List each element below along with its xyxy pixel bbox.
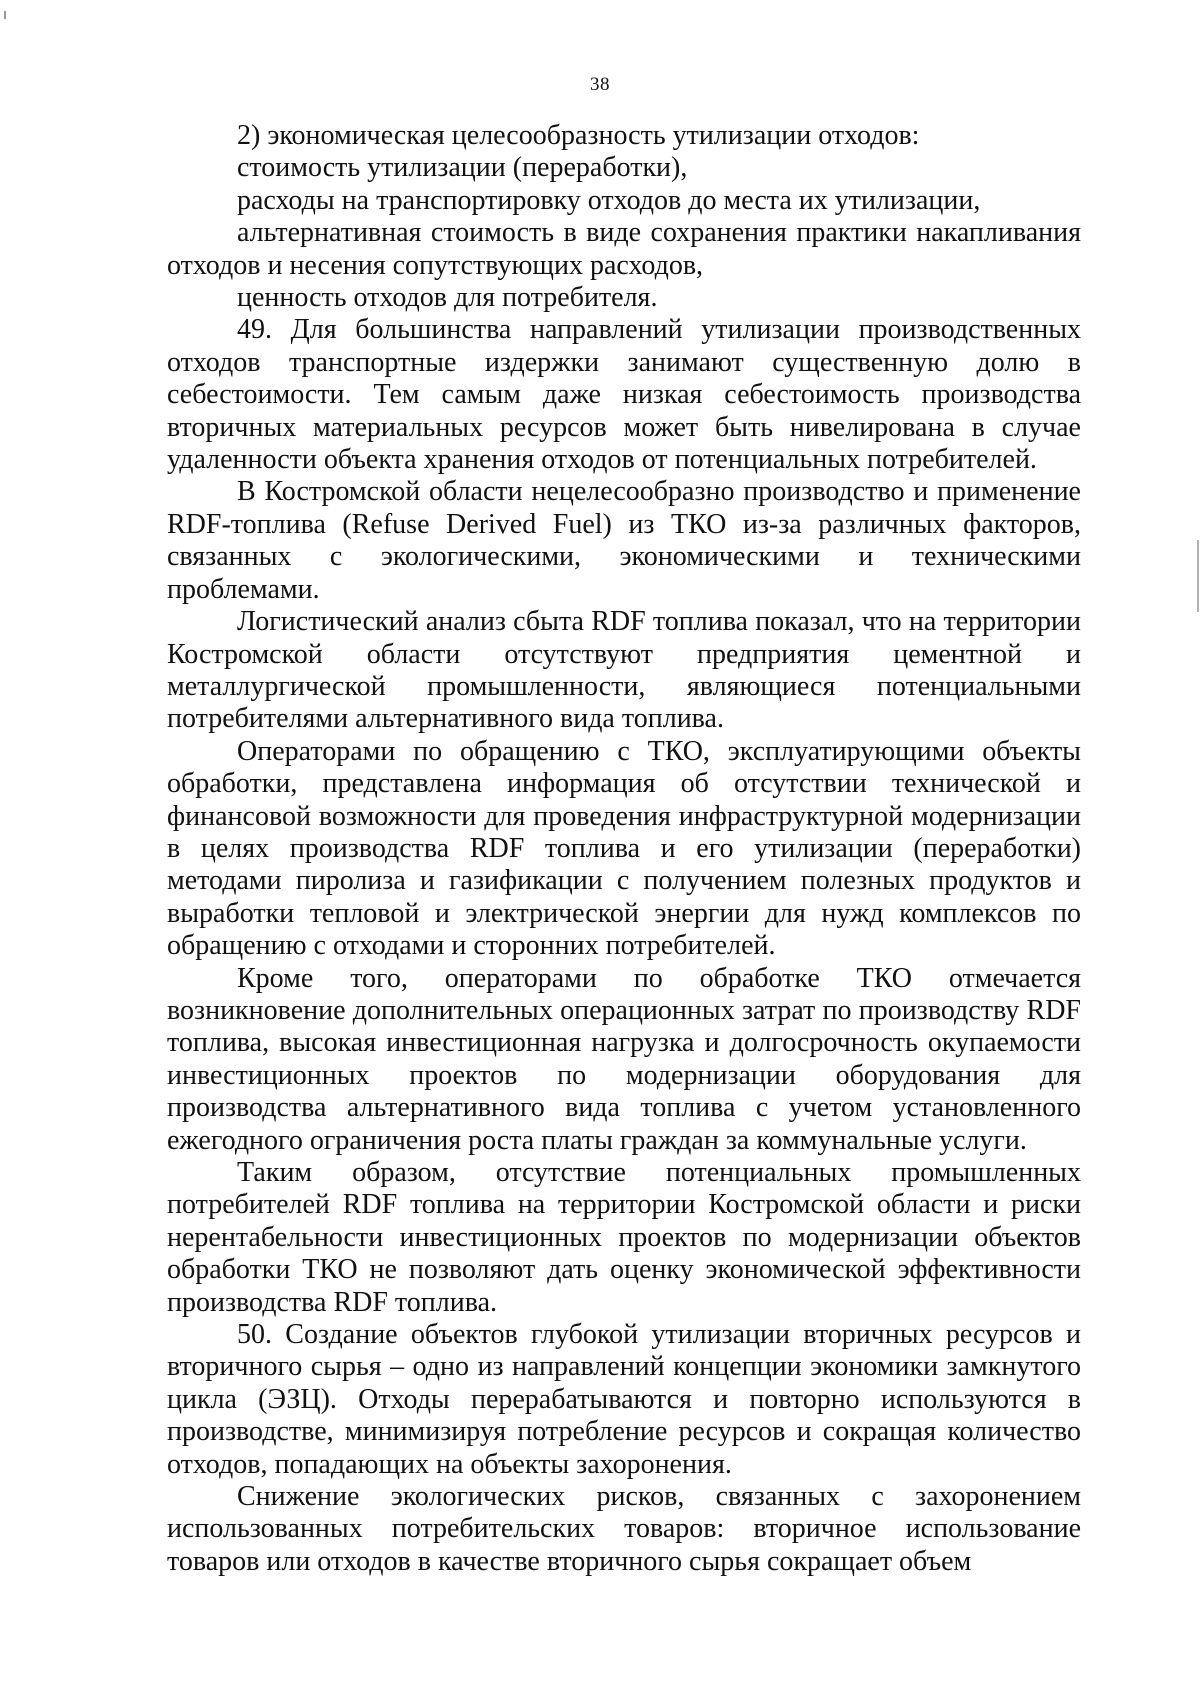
paragraph: Снижение экологических рисков, связанных с захоронением использованных потребительских товаров: вторичное использование товаров или отходов в качестве вторичного сырья сокращает объем bbox=[167, 1481, 1081, 1577]
paragraph: альтернативная стоимость в виде сохранения практики накапливания отходов и несения сопутствующих расходов, bbox=[167, 217, 1081, 281]
paragraph: В Костромской области нецелесообразно производство и применение RDF-топлива (Refuse Derived Fuel) из ТКО из-за различных факторов, связанных с экологическими, экономическими и техническими проблемами. bbox=[167, 476, 1081, 605]
paragraph: Таким образом, отсутствие потенциальных промышленных потребителей RDF топлива на территории Костромской области и риски нерентабельности инвестиционных проектов по модернизации объектов обработки ТКО не позволяют дать оценку экономической эффективности производства RDF топлива. bbox=[167, 1157, 1081, 1318]
scan-artifact bbox=[1197, 540, 1199, 612]
scan-artifact bbox=[4, 11, 6, 19]
page-number: 38 bbox=[590, 74, 610, 95]
document-body bbox=[167, 120, 1081, 1578]
paragraph: 2) экономическая целесообразность утилизации отходов: bbox=[237, 120, 920, 151]
paragraph: стоимость утилизации (переработки), bbox=[237, 152, 688, 184]
paragraph: 50. Создание объектов глубокой утилизации вторичных ресурсов и вторичного сырья – одно из направлений концепции экономики замкнутого цикла (ЭЗЦ). Отходы перерабатываются и повторно используются в производстве, минимизируя потребление ресурсов и сокращая количество отходов, попадающих на объекты захоронения. bbox=[167, 1319, 1081, 1480]
paragraph: ценность отходов для потребителя. bbox=[237, 282, 658, 314]
paragraph: 49. Для большинства направлений утилизации производственных отходов транспортные издержки занимают существенную долю в себестоимости. Тем самым даже низкая себестоимость производства вторичных материальных ресурсов может быть нивелирована в случае удаленности объекта хранения отходов от потенциальных потребителей. bbox=[167, 314, 1081, 476]
paragraph: расходы на транспортировку отходов до места их утилизации, bbox=[237, 184, 981, 216]
paragraph: Операторами по обращению с ТКО, эксплуатирующими объекты обработки, представлена информация об отсутствии технической и финансовой возможности для проведения инфраструктурной модернизации в целях производства RDF топлива и его утилизации (переработки) методами пиролиза и газификации с получением полезных продуктов и выработки тепловой и электрической энергии для нужд комплексов по обращению с отходами и сторонних потребителей. bbox=[167, 735, 1081, 962]
paragraph: Логистический анализ сбыта RDF топлива показал, что на территории Костромской области отсутствуют предприятия цементной и металлургической промышленности, являющиеся потенциальными потребителями альтернативного вида топлива. bbox=[167, 606, 1081, 735]
paragraph: Кроме того, операторами по обработке ТКО отмечается возникновение дополнительных операционных затрат по производству RDF топлива, высокая инвестиционная нагрузка и долгосрочность окупаемости инвестиционных проектов по модернизации оборудования для производства альтернативного вида топлива с учетом установленного ежегодного ограничения роста платы граждан за коммунальные услуги. bbox=[167, 962, 1081, 1156]
